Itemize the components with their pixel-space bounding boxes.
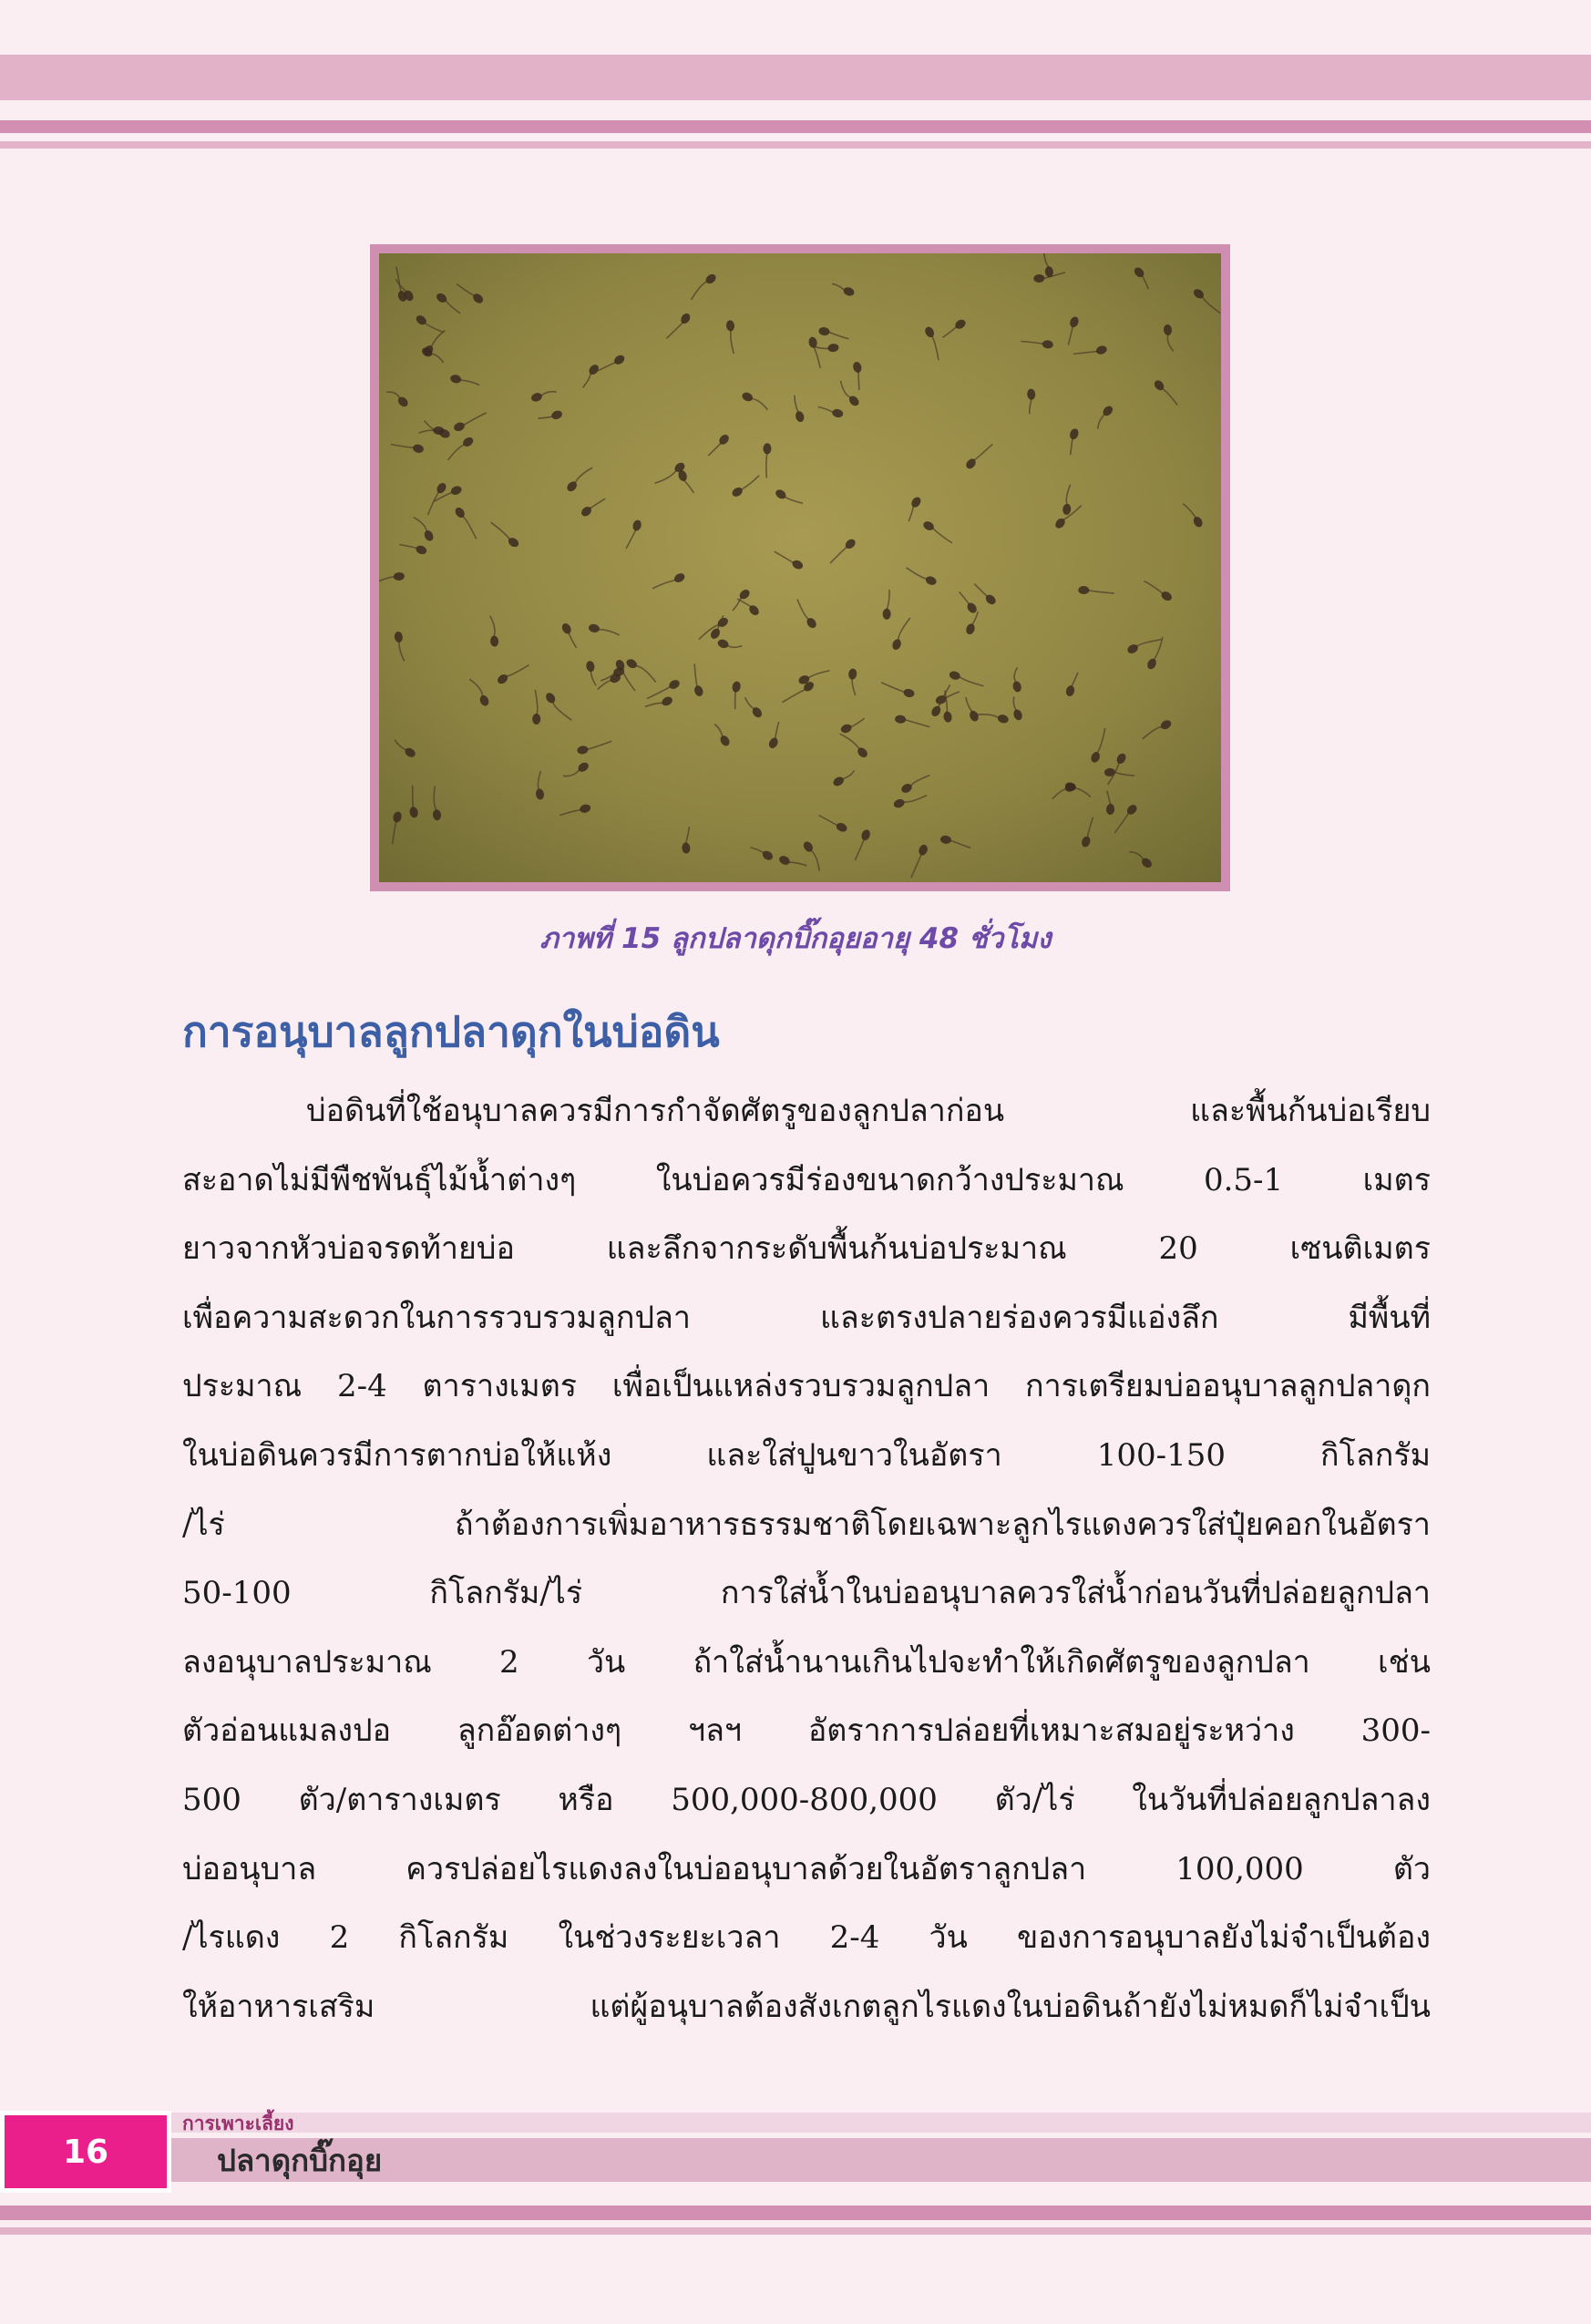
body-line: สะอาดไม่มีพืชพันธุ์ไม้น้ำต่างๆ ในบ่อควรมีร่องขนาดกว้างประมาณ 0.5-1 เมตร xyxy=(182,1161,1431,1198)
header-band-dark xyxy=(0,120,1591,133)
page-number-box xyxy=(0,2111,171,2193)
body-line: บ่ออนุบาล ควรปล่อยไรแดงลงในบ่ออนุบาลด้วยในอัตราลูกปลา 100,000 ตัว xyxy=(182,1850,1431,1887)
fish-larvae-photo xyxy=(370,244,1230,891)
body-line: 500 ตัว/ตารางเมตร หรือ 500,000-800,000 ตัว/ไร่ ในวันที่ปล่อยลูกปลาลง xyxy=(182,1781,1431,1818)
body-line: บ่อดินที่ใช้อนุบาลควรมีการกำจัดศัตรูของลูกปลาก่อน และพื้นก้นบ่อเรียบ xyxy=(306,1093,1431,1129)
body-line: /ไร่ ถ้าต้องการเพิ่มอาหารธรรมชาติโดยเฉพาะลูกไรแดงควรใส่ปุ๋ยคอกในอัตรา xyxy=(182,1506,1431,1543)
body-line: 50-100 กิโลกรัม/ไร่ การใส่น้ำในบ่ออนุบาลควรใส่น้ำก่อนวันที่ปล่อยลูกปลา xyxy=(182,1575,1431,1612)
series-label: การเพาะเลี้ยง xyxy=(182,2113,294,2134)
body-line: ยาวจากหัวบ่อจรดท้ายบ่อ และลึกจากระดับพื้นก้นบ่อประมาณ 20 เซนติเมตร xyxy=(182,1230,1431,1268)
body-line: ตัวอ่อนแมลงปอ ลูกอ๊อดต่างๆ ฯลฯ อัตราการปล่อยที่เหมาะสมอยู่ระหว่าง 300- xyxy=(182,1712,1431,1750)
body-line: ในบ่อดินควรมีการตากบ่อให้แห้ง และใส่ปูนขาวในอัตรา 100-150 กิโลกรัม xyxy=(182,1436,1431,1474)
footer-band-thin xyxy=(0,2227,1591,2235)
body-paragraph xyxy=(182,1077,1431,2041)
header-band-wide xyxy=(0,55,1591,100)
body-line: ลงอนุบาลประมาณ 2 วัน ถ้าใส่น้ำนานเกินไปจะทำให้เกิดศัตรูของลูกปลา เช่น xyxy=(182,1643,1431,1681)
page-number: 16 xyxy=(62,2133,109,2171)
section-heading: การอนุบาลลูกปลาดุกในบ่อดิน xyxy=(182,1007,720,1056)
header-band-thin xyxy=(0,141,1591,149)
body-line: ให้อาหารเสริม แต่ผู้อนุบาลต้องสังเกตลูกไรแดงในบ่อดินถ้ายังไม่หมดก็ไม่จำเป็น xyxy=(182,1988,1431,2025)
body-line: /ไรแดง 2 กิโลกรัม ในช่วงระยะเวลา 2-4 วัน ของการอนุบาลยังไม่จำเป็นต้อง xyxy=(182,1919,1431,1957)
fish-larvae-image xyxy=(379,253,1221,882)
footer-band-dark xyxy=(0,2206,1591,2220)
body-line: ประมาณ 2-4 ตารางเมตร เพื่อเป็นแหล่งรวบรวมลูกปลา การเตรียมบ่ออนุบาลลูกปลาดุก xyxy=(182,1368,1431,1405)
book-title: ปลาดุกบิ๊กอุย xyxy=(217,2143,383,2178)
figure-caption: ภาพที่ 15 ลูกปลาดุกบิ๊กอุยอายุ 48 ชั่วโมง xyxy=(539,922,1052,955)
body-line: เพื่อความสะดวกในการรวบรวมลูกปลา และตรงปลายร่องควรมีแอ่งลึก มีพื้นที่ xyxy=(182,1299,1431,1336)
